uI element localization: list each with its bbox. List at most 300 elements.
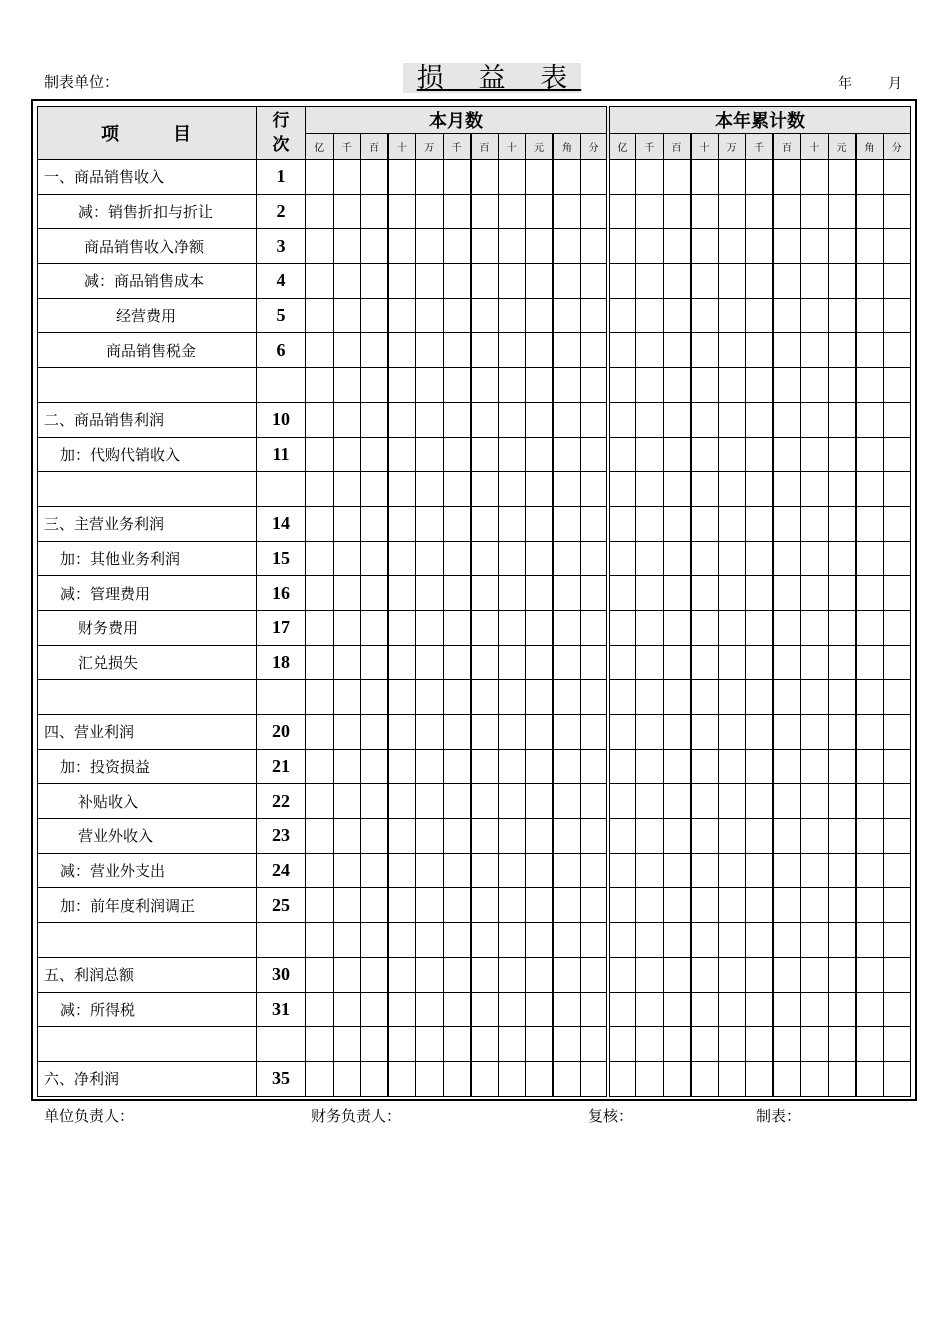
year-amount-digit-cell[interactable] (691, 819, 719, 854)
month-amount-digit-cell[interactable] (388, 264, 416, 299)
month-amount-digit-cell[interactable] (443, 160, 471, 195)
year-amount-digit-cell[interactable] (636, 784, 664, 819)
month-amount-digit-cell[interactable] (333, 541, 361, 576)
year-amount-digit-cell[interactable] (691, 229, 719, 264)
year-amount-digit-cell[interactable] (691, 264, 719, 299)
month-amount-digit-cell[interactable] (553, 680, 581, 715)
year-amount-digit-cell[interactable] (663, 888, 691, 923)
year-amount-digit-cell[interactable] (636, 610, 664, 645)
year-amount-digit-cell[interactable] (663, 819, 691, 854)
month-amount-digit-cell[interactable] (361, 1061, 389, 1096)
month-amount-digit-cell[interactable] (498, 749, 526, 784)
year-amount-digit-cell[interactable] (773, 264, 801, 299)
month-amount-digit-cell[interactable] (581, 541, 609, 576)
year-amount-digit-cell[interactable] (691, 1027, 719, 1062)
year-amount-digit-cell[interactable] (663, 749, 691, 784)
year-amount-digit-cell[interactable] (608, 819, 636, 854)
year-amount-digit-cell[interactable] (746, 472, 774, 507)
month-amount-digit-cell[interactable] (388, 472, 416, 507)
year-amount-digit-cell[interactable] (746, 541, 774, 576)
month-amount-digit-cell[interactable] (388, 645, 416, 680)
year-amount-digit-cell[interactable] (883, 992, 911, 1027)
month-amount-digit-cell[interactable] (416, 368, 444, 403)
year-amount-digit-cell[interactable] (608, 992, 636, 1027)
month-amount-digit-cell[interactable] (443, 402, 471, 437)
year-amount-digit-cell[interactable] (828, 888, 856, 923)
year-amount-digit-cell[interactable] (828, 715, 856, 750)
year-amount-digit-cell[interactable] (663, 610, 691, 645)
month-amount-digit-cell[interactable] (333, 853, 361, 888)
month-amount-digit-cell[interactable] (416, 506, 444, 541)
month-amount-digit-cell[interactable] (526, 506, 554, 541)
year-amount-digit-cell[interactable] (828, 1061, 856, 1096)
month-amount-digit-cell[interactable] (361, 645, 389, 680)
month-amount-digit-cell[interactable] (581, 472, 609, 507)
month-amount-digit-cell[interactable] (333, 264, 361, 299)
year-amount-digit-cell[interactable] (773, 437, 801, 472)
month-amount-digit-cell[interactable] (416, 472, 444, 507)
month-amount-digit-cell[interactable] (333, 576, 361, 611)
month-amount-digit-cell[interactable] (306, 506, 334, 541)
month-amount-digit-cell[interactable] (553, 784, 581, 819)
month-amount-digit-cell[interactable] (581, 749, 609, 784)
month-amount-digit-cell[interactable] (416, 160, 444, 195)
month-amount-digit-cell[interactable] (306, 923, 334, 958)
month-amount-digit-cell[interactable] (443, 749, 471, 784)
year-amount-digit-cell[interactable] (718, 923, 746, 958)
year-amount-digit-cell[interactable] (773, 1061, 801, 1096)
year-amount-digit-cell[interactable] (746, 402, 774, 437)
month-amount-digit-cell[interactable] (498, 402, 526, 437)
year-amount-digit-cell[interactable] (636, 402, 664, 437)
year-amount-digit-cell[interactable] (828, 1027, 856, 1062)
year-amount-digit-cell[interactable] (856, 333, 884, 368)
month-amount-digit-cell[interactable] (333, 1061, 361, 1096)
month-amount-digit-cell[interactable] (443, 1061, 471, 1096)
year-amount-digit-cell[interactable] (883, 853, 911, 888)
year-amount-digit-cell[interactable] (883, 368, 911, 403)
month-amount-digit-cell[interactable] (526, 298, 554, 333)
month-amount-digit-cell[interactable] (581, 229, 609, 264)
year-amount-digit-cell[interactable] (636, 1027, 664, 1062)
year-amount-digit-cell[interactable] (691, 333, 719, 368)
year-amount-digit-cell[interactable] (636, 437, 664, 472)
year-amount-digit-cell[interactable] (746, 576, 774, 611)
year-amount-digit-cell[interactable] (636, 1061, 664, 1096)
year-amount-digit-cell[interactable] (691, 680, 719, 715)
month-amount-digit-cell[interactable] (443, 437, 471, 472)
month-amount-digit-cell[interactable] (498, 437, 526, 472)
month-amount-digit-cell[interactable] (526, 160, 554, 195)
month-amount-digit-cell[interactable] (498, 541, 526, 576)
month-amount-digit-cell[interactable] (388, 298, 416, 333)
month-amount-digit-cell[interactable] (388, 506, 416, 541)
year-amount-digit-cell[interactable] (636, 264, 664, 299)
year-amount-digit-cell[interactable] (636, 160, 664, 195)
year-amount-digit-cell[interactable] (801, 506, 829, 541)
year-amount-digit-cell[interactable] (608, 264, 636, 299)
month-amount-digit-cell[interactable] (388, 819, 416, 854)
month-amount-digit-cell[interactable] (553, 506, 581, 541)
month-amount-digit-cell[interactable] (361, 853, 389, 888)
year-amount-digit-cell[interactable] (663, 506, 691, 541)
year-amount-digit-cell[interactable] (773, 1027, 801, 1062)
month-amount-digit-cell[interactable] (498, 784, 526, 819)
month-amount-digit-cell[interactable] (443, 368, 471, 403)
year-amount-digit-cell[interactable] (801, 645, 829, 680)
year-amount-digit-cell[interactable] (746, 1061, 774, 1096)
year-amount-digit-cell[interactable] (883, 645, 911, 680)
month-amount-digit-cell[interactable] (306, 1027, 334, 1062)
year-amount-digit-cell[interactable] (718, 368, 746, 403)
year-amount-digit-cell[interactable] (801, 853, 829, 888)
year-amount-digit-cell[interactable] (856, 229, 884, 264)
year-amount-digit-cell[interactable] (883, 333, 911, 368)
month-amount-digit-cell[interactable] (388, 576, 416, 611)
month-amount-digit-cell[interactable] (471, 194, 499, 229)
month-amount-digit-cell[interactable] (526, 437, 554, 472)
month-amount-digit-cell[interactable] (553, 264, 581, 299)
month-amount-digit-cell[interactable] (416, 853, 444, 888)
year-amount-digit-cell[interactable] (691, 749, 719, 784)
year-amount-digit-cell[interactable] (773, 472, 801, 507)
year-amount-digit-cell[interactable] (746, 229, 774, 264)
month-amount-digit-cell[interactable] (416, 229, 444, 264)
year-amount-digit-cell[interactable] (608, 645, 636, 680)
month-amount-digit-cell[interactable] (443, 229, 471, 264)
year-amount-digit-cell[interactable] (883, 194, 911, 229)
month-amount-digit-cell[interactable] (306, 541, 334, 576)
year-amount-digit-cell[interactable] (746, 645, 774, 680)
month-amount-digit-cell[interactable] (581, 610, 609, 645)
year-amount-digit-cell[interactable] (856, 368, 884, 403)
year-amount-digit-cell[interactable] (883, 1027, 911, 1062)
year-amount-digit-cell[interactable] (691, 1061, 719, 1096)
month-amount-digit-cell[interactable] (333, 923, 361, 958)
month-amount-digit-cell[interactable] (471, 229, 499, 264)
year-amount-digit-cell[interactable] (801, 264, 829, 299)
year-amount-digit-cell[interactable] (801, 402, 829, 437)
month-amount-digit-cell[interactable] (333, 298, 361, 333)
month-amount-digit-cell[interactable] (416, 402, 444, 437)
year-amount-digit-cell[interactable] (828, 333, 856, 368)
month-amount-digit-cell[interactable] (471, 264, 499, 299)
month-amount-digit-cell[interactable] (471, 957, 499, 992)
month-amount-digit-cell[interactable] (361, 680, 389, 715)
year-amount-digit-cell[interactable] (773, 229, 801, 264)
year-amount-digit-cell[interactable] (691, 853, 719, 888)
month-amount-digit-cell[interactable] (361, 749, 389, 784)
month-amount-digit-cell[interactable] (471, 333, 499, 368)
year-amount-digit-cell[interactable] (856, 194, 884, 229)
year-amount-digit-cell[interactable] (801, 888, 829, 923)
month-amount-digit-cell[interactable] (416, 437, 444, 472)
month-amount-digit-cell[interactable] (443, 784, 471, 819)
year-amount-digit-cell[interactable] (746, 194, 774, 229)
month-amount-digit-cell[interactable] (443, 472, 471, 507)
year-amount-digit-cell[interactable] (801, 368, 829, 403)
month-amount-digit-cell[interactable] (388, 402, 416, 437)
year-amount-digit-cell[interactable] (773, 888, 801, 923)
month-amount-digit-cell[interactable] (361, 264, 389, 299)
year-amount-digit-cell[interactable] (856, 1061, 884, 1096)
year-amount-digit-cell[interactable] (883, 264, 911, 299)
year-amount-digit-cell[interactable] (773, 680, 801, 715)
month-amount-digit-cell[interactable] (553, 576, 581, 611)
month-amount-digit-cell[interactable] (333, 957, 361, 992)
month-amount-digit-cell[interactable] (388, 368, 416, 403)
year-amount-digit-cell[interactable] (801, 784, 829, 819)
year-amount-digit-cell[interactable] (883, 541, 911, 576)
month-amount-digit-cell[interactable] (498, 333, 526, 368)
month-amount-digit-cell[interactable] (361, 576, 389, 611)
month-amount-digit-cell[interactable] (526, 888, 554, 923)
month-amount-digit-cell[interactable] (581, 888, 609, 923)
year-amount-digit-cell[interactable] (608, 437, 636, 472)
year-amount-digit-cell[interactable] (608, 680, 636, 715)
year-amount-digit-cell[interactable] (883, 715, 911, 750)
year-amount-digit-cell[interactable] (801, 992, 829, 1027)
month-amount-digit-cell[interactable] (333, 472, 361, 507)
year-amount-digit-cell[interactable] (773, 645, 801, 680)
month-amount-digit-cell[interactable] (306, 472, 334, 507)
month-amount-digit-cell[interactable] (471, 576, 499, 611)
year-amount-digit-cell[interactable] (801, 298, 829, 333)
month-amount-digit-cell[interactable] (361, 888, 389, 923)
year-amount-digit-cell[interactable] (718, 888, 746, 923)
year-amount-digit-cell[interactable] (746, 853, 774, 888)
year-amount-digit-cell[interactable] (663, 992, 691, 1027)
month-amount-digit-cell[interactable] (498, 1027, 526, 1062)
year-amount-digit-cell[interactable] (718, 506, 746, 541)
month-amount-digit-cell[interactable] (416, 576, 444, 611)
month-amount-digit-cell[interactable] (498, 610, 526, 645)
year-amount-digit-cell[interactable] (663, 160, 691, 195)
month-amount-digit-cell[interactable] (416, 992, 444, 1027)
month-amount-digit-cell[interactable] (471, 1027, 499, 1062)
year-amount-digit-cell[interactable] (801, 472, 829, 507)
month-amount-digit-cell[interactable] (416, 819, 444, 854)
month-amount-digit-cell[interactable] (388, 437, 416, 472)
year-amount-digit-cell[interactable] (636, 541, 664, 576)
year-amount-digit-cell[interactable] (856, 853, 884, 888)
year-amount-digit-cell[interactable] (663, 1027, 691, 1062)
month-amount-digit-cell[interactable] (443, 715, 471, 750)
month-amount-digit-cell[interactable] (526, 368, 554, 403)
year-amount-digit-cell[interactable] (801, 819, 829, 854)
year-amount-digit-cell[interactable] (608, 784, 636, 819)
year-amount-digit-cell[interactable] (718, 264, 746, 299)
month-amount-digit-cell[interactable] (388, 194, 416, 229)
month-amount-digit-cell[interactable] (526, 402, 554, 437)
month-amount-digit-cell[interactable] (333, 229, 361, 264)
year-amount-digit-cell[interactable] (856, 923, 884, 958)
month-amount-digit-cell[interactable] (416, 298, 444, 333)
month-amount-digit-cell[interactable] (443, 610, 471, 645)
year-amount-digit-cell[interactable] (883, 888, 911, 923)
month-amount-digit-cell[interactable] (306, 784, 334, 819)
month-amount-digit-cell[interactable] (581, 194, 609, 229)
month-amount-digit-cell[interactable] (553, 437, 581, 472)
month-amount-digit-cell[interactable] (471, 1061, 499, 1096)
month-amount-digit-cell[interactable] (553, 923, 581, 958)
month-amount-digit-cell[interactable] (498, 923, 526, 958)
month-amount-digit-cell[interactable] (526, 853, 554, 888)
month-amount-digit-cell[interactable] (498, 992, 526, 1027)
month-amount-digit-cell[interactable] (581, 437, 609, 472)
year-amount-digit-cell[interactable] (608, 194, 636, 229)
year-amount-digit-cell[interactable] (828, 160, 856, 195)
month-amount-digit-cell[interactable] (553, 1027, 581, 1062)
month-amount-digit-cell[interactable] (553, 368, 581, 403)
month-amount-digit-cell[interactable] (416, 541, 444, 576)
year-amount-digit-cell[interactable] (773, 333, 801, 368)
year-amount-digit-cell[interactable] (883, 923, 911, 958)
year-amount-digit-cell[interactable] (801, 923, 829, 958)
year-amount-digit-cell[interactable] (801, 576, 829, 611)
year-amount-digit-cell[interactable] (828, 610, 856, 645)
year-amount-digit-cell[interactable] (718, 645, 746, 680)
year-amount-digit-cell[interactable] (718, 576, 746, 611)
month-amount-digit-cell[interactable] (526, 229, 554, 264)
month-amount-digit-cell[interactable] (553, 888, 581, 923)
year-amount-digit-cell[interactable] (746, 1027, 774, 1062)
month-amount-digit-cell[interactable] (443, 957, 471, 992)
month-amount-digit-cell[interactable] (361, 541, 389, 576)
year-amount-digit-cell[interactable] (883, 506, 911, 541)
month-amount-digit-cell[interactable] (361, 229, 389, 264)
month-amount-digit-cell[interactable] (443, 1027, 471, 1062)
year-amount-digit-cell[interactable] (608, 923, 636, 958)
month-amount-digit-cell[interactable] (388, 957, 416, 992)
month-amount-digit-cell[interactable] (553, 541, 581, 576)
month-amount-digit-cell[interactable] (416, 194, 444, 229)
year-amount-digit-cell[interactable] (608, 506, 636, 541)
year-amount-digit-cell[interactable] (801, 194, 829, 229)
year-amount-digit-cell[interactable] (718, 680, 746, 715)
month-amount-digit-cell[interactable] (361, 715, 389, 750)
month-amount-digit-cell[interactable] (333, 506, 361, 541)
year-amount-digit-cell[interactable] (828, 749, 856, 784)
year-amount-digit-cell[interactable] (636, 298, 664, 333)
month-amount-digit-cell[interactable] (306, 229, 334, 264)
year-amount-digit-cell[interactable] (856, 645, 884, 680)
month-amount-digit-cell[interactable] (471, 680, 499, 715)
year-amount-digit-cell[interactable] (746, 264, 774, 299)
year-amount-digit-cell[interactable] (746, 437, 774, 472)
year-amount-digit-cell[interactable] (746, 819, 774, 854)
month-amount-digit-cell[interactable] (443, 992, 471, 1027)
year-amount-digit-cell[interactable] (773, 506, 801, 541)
year-amount-digit-cell[interactable] (691, 160, 719, 195)
month-amount-digit-cell[interactable] (306, 264, 334, 299)
year-amount-digit-cell[interactable] (636, 819, 664, 854)
year-amount-digit-cell[interactable] (663, 333, 691, 368)
year-amount-digit-cell[interactable] (773, 853, 801, 888)
year-amount-digit-cell[interactable] (691, 368, 719, 403)
year-amount-digit-cell[interactable] (828, 229, 856, 264)
year-amount-digit-cell[interactable] (746, 992, 774, 1027)
year-amount-digit-cell[interactable] (801, 749, 829, 784)
year-amount-digit-cell[interactable] (636, 229, 664, 264)
month-amount-digit-cell[interactable] (333, 368, 361, 403)
year-amount-digit-cell[interactable] (828, 298, 856, 333)
year-amount-digit-cell[interactable] (636, 645, 664, 680)
year-amount-digit-cell[interactable] (746, 333, 774, 368)
year-amount-digit-cell[interactable] (608, 1027, 636, 1062)
month-amount-digit-cell[interactable] (416, 333, 444, 368)
year-amount-digit-cell[interactable] (718, 298, 746, 333)
month-amount-digit-cell[interactable] (388, 541, 416, 576)
year-amount-digit-cell[interactable] (828, 194, 856, 229)
year-amount-digit-cell[interactable] (636, 368, 664, 403)
year-amount-digit-cell[interactable] (746, 610, 774, 645)
month-amount-digit-cell[interactable] (388, 923, 416, 958)
month-amount-digit-cell[interactable] (333, 610, 361, 645)
month-amount-digit-cell[interactable] (361, 819, 389, 854)
year-amount-digit-cell[interactable] (856, 472, 884, 507)
month-amount-digit-cell[interactable] (361, 923, 389, 958)
year-amount-digit-cell[interactable] (746, 957, 774, 992)
month-amount-digit-cell[interactable] (526, 333, 554, 368)
month-amount-digit-cell[interactable] (333, 888, 361, 923)
year-amount-digit-cell[interactable] (608, 229, 636, 264)
year-amount-digit-cell[interactable] (718, 333, 746, 368)
year-amount-digit-cell[interactable] (856, 819, 884, 854)
month-amount-digit-cell[interactable] (416, 1027, 444, 1062)
month-amount-digit-cell[interactable] (553, 992, 581, 1027)
month-amount-digit-cell[interactable] (471, 992, 499, 1027)
year-amount-digit-cell[interactable] (636, 333, 664, 368)
year-amount-digit-cell[interactable] (773, 784, 801, 819)
month-amount-digit-cell[interactable] (361, 784, 389, 819)
year-amount-digit-cell[interactable] (663, 784, 691, 819)
month-amount-digit-cell[interactable] (306, 680, 334, 715)
year-amount-digit-cell[interactable] (883, 784, 911, 819)
year-amount-digit-cell[interactable] (663, 576, 691, 611)
year-amount-digit-cell[interactable] (773, 194, 801, 229)
year-amount-digit-cell[interactable] (636, 923, 664, 958)
month-amount-digit-cell[interactable] (498, 368, 526, 403)
year-amount-digit-cell[interactable] (746, 160, 774, 195)
year-amount-digit-cell[interactable] (828, 541, 856, 576)
year-amount-digit-cell[interactable] (828, 680, 856, 715)
month-amount-digit-cell[interactable] (416, 645, 444, 680)
month-amount-digit-cell[interactable] (553, 472, 581, 507)
month-amount-digit-cell[interactable] (388, 229, 416, 264)
month-amount-digit-cell[interactable] (306, 1061, 334, 1096)
month-amount-digit-cell[interactable] (388, 160, 416, 195)
month-amount-digit-cell[interactable] (581, 506, 609, 541)
month-amount-digit-cell[interactable] (498, 298, 526, 333)
year-amount-digit-cell[interactable] (691, 506, 719, 541)
month-amount-digit-cell[interactable] (471, 888, 499, 923)
month-amount-digit-cell[interactable] (306, 333, 334, 368)
year-amount-digit-cell[interactable] (663, 957, 691, 992)
year-amount-digit-cell[interactable] (773, 576, 801, 611)
year-amount-digit-cell[interactable] (691, 957, 719, 992)
month-amount-digit-cell[interactable] (443, 194, 471, 229)
month-amount-digit-cell[interactable] (581, 1027, 609, 1062)
year-amount-digit-cell[interactable] (663, 402, 691, 437)
year-amount-digit-cell[interactable] (608, 888, 636, 923)
month-amount-digit-cell[interactable] (553, 194, 581, 229)
year-amount-digit-cell[interactable] (773, 749, 801, 784)
month-amount-digit-cell[interactable] (416, 923, 444, 958)
year-amount-digit-cell[interactable] (663, 645, 691, 680)
month-amount-digit-cell[interactable] (443, 645, 471, 680)
month-amount-digit-cell[interactable] (526, 957, 554, 992)
